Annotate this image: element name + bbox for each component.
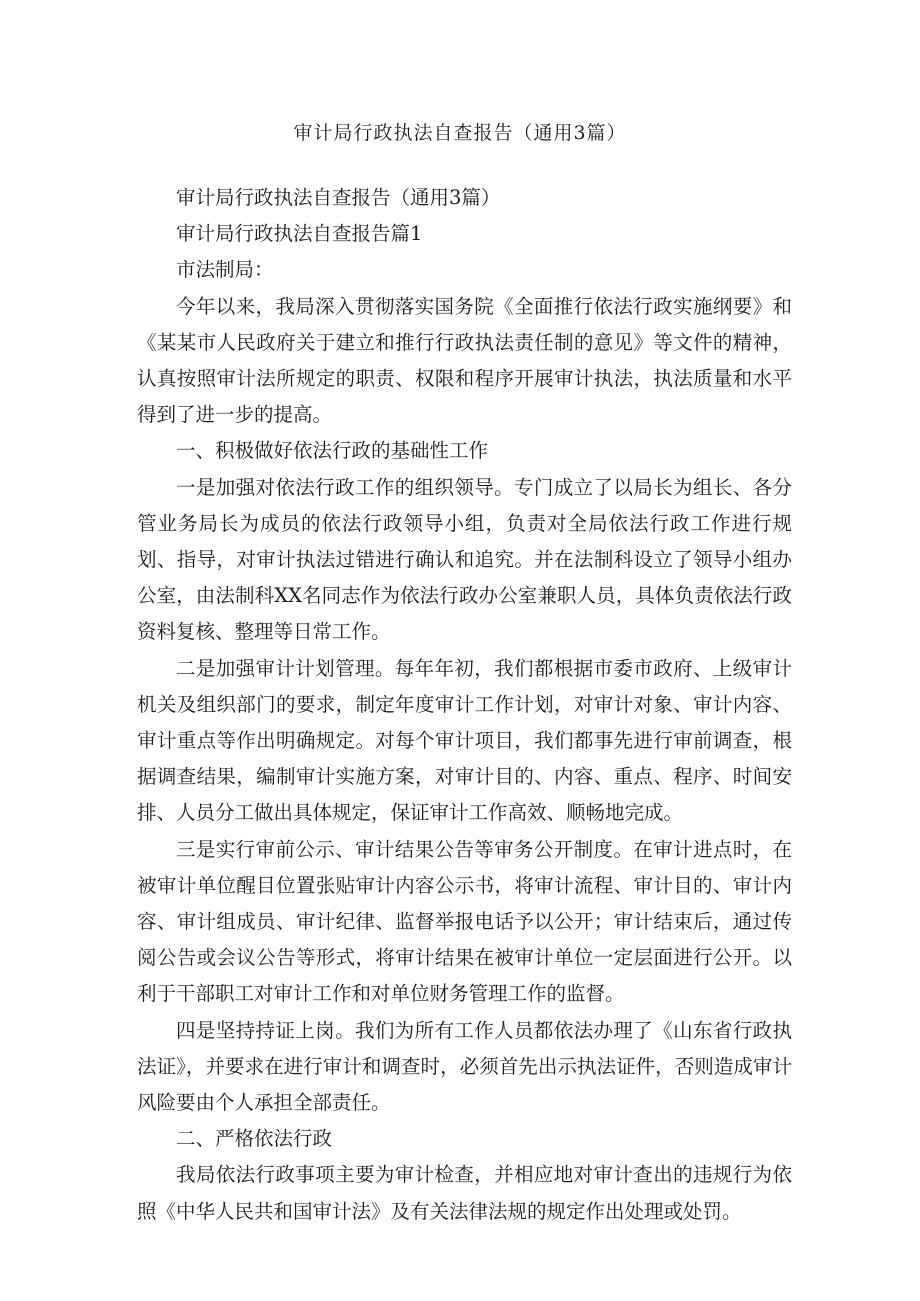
paragraph-item-1: 一是加强对依法行政工作的组织领导。专门成立了以局长为组长、各分管业务局长为成员的依法行政领导小组，负责对全局依法行政工作进行规划、指导，对审计执法过错进行确认和追究。并在法制科设立了领导小组办公室，由法制科XX名同志作为依法行政办公室兼职人员，具体负责依法行政资料复核、整理等日常工作。: [137, 475, 792, 644]
paragraph-section-heading: 审计局行政执法自查报告篇1: [176, 222, 423, 246]
paragraph-item-2: 二是加强审计计划管理。每年年初，我们都根据市委市政府、上级审计机关及组织部门的要求，制定年度审计工作计划，对审计对象、审计内容、审计重点等作出明确规定。对每个审计项目，我们都事先进行审前调查，根据调查结果，编制审计实施方案，对审计目的、内容、重点、程序、时间安排、人员分工做出具体规定，保证审计工作高效、顺畅地完成。: [137, 656, 792, 825]
paragraph-subtitle: 审计局行政执法自查报告（通用3篇）: [176, 186, 501, 209]
paragraph-item-3: 三是实行审前公示、审计结果公告等审务公开制度。在审计进点时，在被审计单位醒目位置张贴审计内容公示书，将审计流程、审计目的、审计内容、审计组成员、审计纪律、监督举报电话予以公开；审计结束后，通过传阅公告或会议公告等形式，将审计结果在被审计单位一定层面进行公开。以利于干部职工对审计工作和对单位财务管理工作的监督。: [137, 837, 792, 1006]
paragraph-heading-1: 一、积极做好依法行政的基础性工作: [176, 439, 489, 463]
paragraph-item-5: 我局依法行政事项主要为审计检查，并相应地对审计查出的违规行为依照《中华人民共和国审计法》及有关法律法规的规定作出处理或处罚。: [137, 1163, 792, 1223]
paragraph-item-4: 四是坚持持证上岗。我们为所有工作人员都依法办理了《山东省行政执法证》，并要求在进行审计和调查时，必须首先出示执法证件，否则造成审计风险要由个人承担全部责任。: [137, 1018, 792, 1115]
paragraph-intro: 今年以来，我局深入贯彻落实国务院《全面推行依法行政实施纲要》和《某某市人民政府关于建立和推行行政执法责任制的意见》等文件的精神，认真按照审计法所规定的职责、权限和程序开展审计执法，执法质量和水平得到了进一步的提高。: [137, 294, 792, 427]
paragraph-heading-2: 二、严格依法行政: [176, 1127, 333, 1151]
document-body: [137, 180, 792, 1230]
document-title: 审计局行政执法自查报告（通用3篇）: [293, 122, 627, 144]
paragraph-salutation: 市法制局：: [176, 258, 274, 282]
